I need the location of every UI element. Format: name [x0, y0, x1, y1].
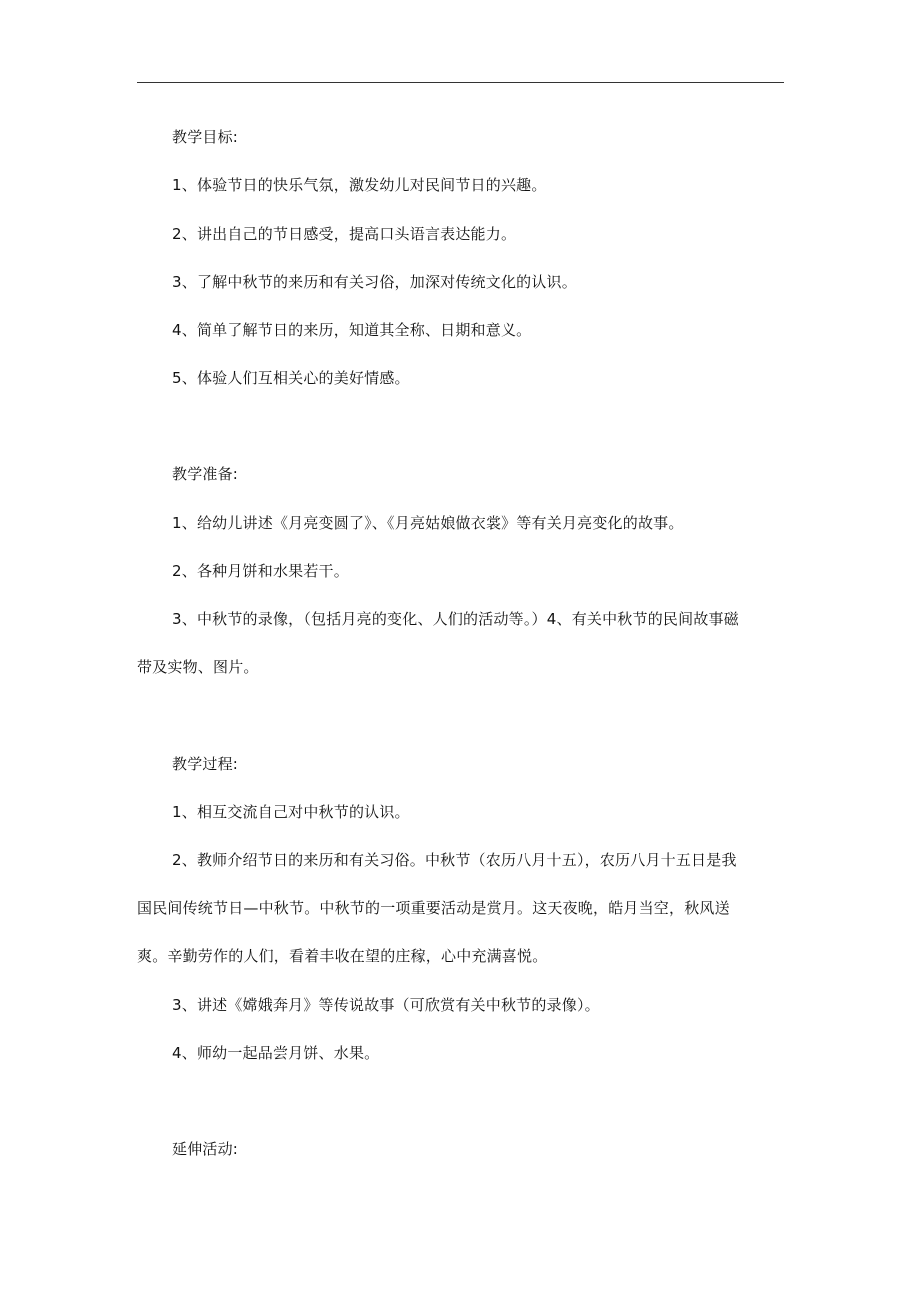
- header-rule: [137, 82, 784, 83]
- process-item-2-continued-2: 爽。辛勤劳作的人们，看着丰收在望的庄稼，心中充满喜悦。: [137, 947, 548, 965]
- section-heading-process: 教学过程:: [172, 755, 239, 773]
- process-item-3: 3、讲述《嫦娥奔月》等传说故事（可欣赏有关中秋节的录像）。: [172, 996, 600, 1014]
- goal-item-5: 5、体验人们互相关心的美好情感。: [172, 369, 410, 387]
- process-item-2-continued: 国民间传统节日—中秋节。中秋节的一项重要活动是赏月。这天夜晚，皓月当空，秋风送: [137, 899, 730, 917]
- process-item-4: 4、师幼一起品尝月饼、水果。: [172, 1044, 380, 1062]
- section-heading-goals: 教学目标:: [172, 128, 239, 146]
- section-heading-extension: 延伸活动:: [172, 1140, 239, 1158]
- prep-item-2: 2、各种月饼和水果若干。: [172, 562, 349, 580]
- goal-item-3: 3、了解中秋节的来历和有关习俗，加深对传统文化的认识。: [172, 273, 577, 291]
- prep-item-3: 3、中秋节的录像，（包括月亮的变化、人们的活动等。）4、有关中秋节的民间故事磁: [172, 610, 739, 628]
- process-item-1: 1、相互交流自己对中秋节的认识。: [172, 803, 410, 821]
- goal-item-2: 2、讲出自己的节日感受，提高口头语言表达能力。: [172, 225, 517, 243]
- prep-item-3-continued: 带及实物、图片。: [137, 658, 259, 676]
- goal-item-1: 1、体验节日的快乐气氛，激发幼儿对民间节日的兴趣。: [172, 176, 547, 194]
- process-item-2: 2、教师介绍节日的来历和有关习俗。中秋节（农历八月十五），农历八月十五日是我: [172, 851, 737, 869]
- section-heading-preparation: 教学准备:: [172, 465, 239, 483]
- prep-item-1: 1、给幼儿讲述《月亮变圆了》、《月亮姑娘做衣裳》等有关月亮变化的故事。: [172, 514, 684, 532]
- goal-item-4: 4、简单了解节日的来历，知道其全称、日期和意义。: [172, 321, 532, 339]
